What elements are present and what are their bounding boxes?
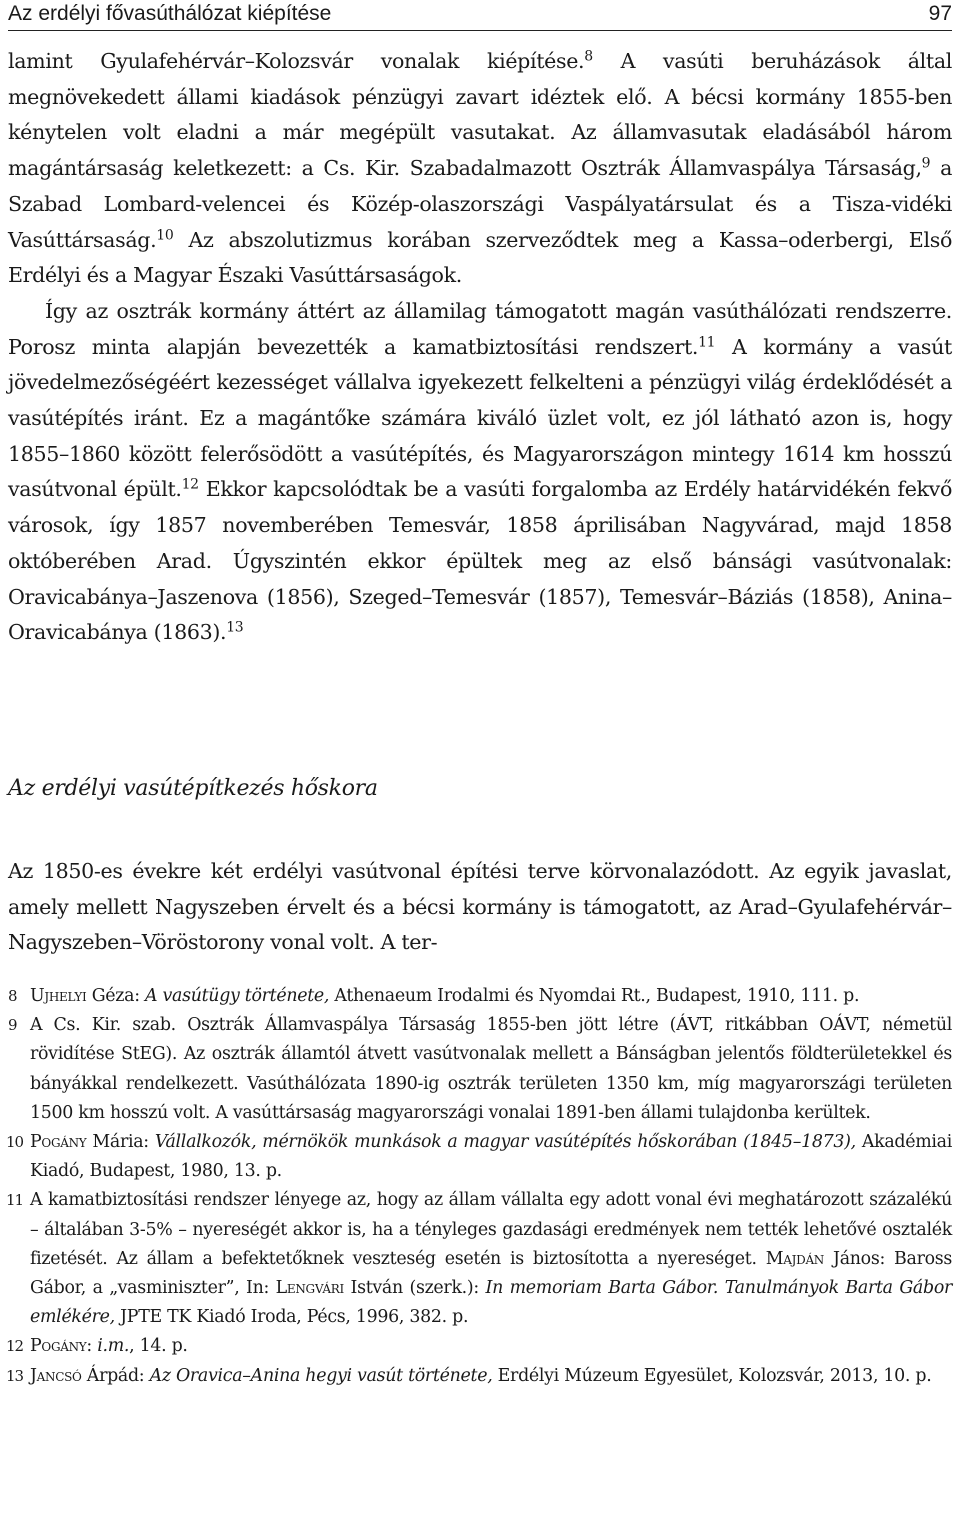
text-run: Az abszolutizmus korában szerveződtek meg a Kassa–oderbergi, Első Erdélyi és a Magyar Északi Vasúttársaságok. — [8, 227, 952, 288]
footnote-ref-8[interactable]: 8 — [584, 48, 593, 65]
text-run: Akadémiai Kiadó, Budapest, 1980, 13. p. — [30, 1132, 952, 1182]
author-name: Pogány — [30, 1336, 87, 1357]
footnote-ref-12[interactable]: 12 — [181, 476, 199, 493]
text-run: Athenaeum Irodalmi és Nyomdai Rt., Budapest, 1910, 111. p. — [329, 986, 860, 1006]
text-run: JPTE TK Kiadó Iroda, Pécs, 1996, 382. p. — [114, 1307, 469, 1328]
work-title: A vasútügy története, — [145, 986, 330, 1006]
footnote-ref-13[interactable]: 13 — [226, 619, 244, 636]
work-title: Vállalkozók, mérnökök munkások a magyar vasútépítés hőskorában (1845–1873), — [154, 1132, 856, 1153]
work-title: In memoriam Barta Gábor. Tanulmányok Barta Gábor emlékére, — [30, 1278, 953, 1328]
editor-name: Lengvári — [275, 1278, 344, 1299]
author-name: Majdán — [765, 1248, 825, 1269]
paragraph-2 — [8, 294, 952, 651]
author-name: Pogány — [30, 1132, 87, 1153]
section-paragraph-1: Az 1850-es évekre két erdélyi vasútvonal építési terve körvonalazódott. Az egyik javaslat, amely mellett Nagyszeben érvelt és a bécsi kormány is támogatott, az Arad–Gyulafehérvár–Nagyszeben–Vöröstorony vonal volt. A ter- — [8, 859, 952, 955]
footnote-8 — [8, 982, 952, 1011]
main-text — [8, 44, 952, 651]
footnote-number: 9 — [8, 1016, 18, 1035]
footnote-12 — [8, 1332, 952, 1361]
footnote-11 — [8, 1186, 952, 1332]
text-run: István (szerk.): — [343, 1278, 486, 1299]
footnote-ref-10[interactable]: 10 — [156, 226, 174, 243]
text-run: A kamatbiztosítási rendszer lényege az, hogy az állam vállalta egy adott vonal évi meghatározott százalékú – általában 3-5% – nyereségét akkor is, ha a tényleges gazdasági eredmények nem tették lehetővé osztalék fizetését. Az állam a befektetőknek veszteség esetén is biztosította a nyereséget. — [30, 1190, 952, 1269]
text-run: lamint Gyulafehérvár–Kolozsvár vonalak kiépítése. — [8, 49, 585, 73]
paragraph-1 — [8, 44, 952, 294]
footnote-13 — [8, 1362, 952, 1391]
text-run: Ekkor kapcsolódtak be a vasúti forgalomba az Erdély határvidékén fekvő városok, így 1857 novemberében Temesvár, 1858 áprilisában Nagyvárad, majd 1858 októberében Arad. Úgyszintén ekkor épültek meg az első bánsági vasútvonalak: Oravicabánya–Jaszenova (1856), Szeged–Temesvár (1857), Temesvár–Báziás (1858), Anina–Oravicabánya (1863). — [8, 477, 952, 645]
text-run: Mária: — [86, 1132, 155, 1153]
running-header-title: Az erdélyi fővasúthálózat kiépítése — [8, 2, 332, 25]
footnote-number: 10 — [6, 1133, 24, 1152]
text-run: : — [86, 1336, 98, 1357]
text-run: Géza: — [86, 986, 145, 1006]
work-title: Az Oravica–Anina hegyi vasút története, — [149, 1365, 493, 1386]
text-run: A kormány a vasút jövedelmezőségéért kezességet vállalva igyekezett felkelteni a pénzügyi világ érdeklődését a vasútépítés iránt. Ez a magántőke számára kiváló üzlet volt, ez jól látható azon is, hogy 1855–1860 között felerősödött a vasútépítés, és Magyarországon mintegy 1614 km hosszú vasútvonal épült. — [8, 334, 952, 502]
running-header — [8, 0, 952, 31]
footnote-ref-11[interactable]: 11 — [698, 333, 716, 350]
author-name: Jancsó — [30, 1365, 82, 1386]
section-heading: Az erdélyi vasútépítkezés hőskora — [8, 776, 378, 801]
author-name: Ujhelyi — [30, 986, 87, 1006]
text-run: János: Baross Gábor, a „vasminiszter”, In: — [30, 1248, 953, 1299]
footnote-number: 12 — [6, 1337, 24, 1356]
text-run: , 14. p. — [129, 1336, 188, 1357]
text-run: A vasúti beruházások által megnövekedett állami kiadások pénzügyi zavart idéztek elő. A bécsi kormány 1855-ben kénytelen volt eladni a már megépült vasutakat. Az államvasutak eladásából három magántársaság keletkezett: a Cs. Kir. Szabadalmazott Osztrák Államvaspálya Társaság, — [8, 49, 952, 181]
footnote-number: 11 — [6, 1191, 24, 1210]
footnote-ref-9[interactable]: 9 — [921, 155, 931, 172]
footnote-number: 13 — [6, 1366, 24, 1385]
section-text — [8, 854, 952, 961]
page-number: 97 — [928, 2, 952, 25]
work-title: i.m. — [97, 1336, 130, 1357]
footnote-9 — [8, 1011, 952, 1128]
footnote-10 — [8, 1128, 952, 1186]
text-run: a Szabad Lombard-velencei és Közép-olaszországi Vaspályatársulat és a Tisza-vidéki Vasúttársaság. — [8, 156, 952, 252]
text-run: Így az osztrák kormány áttért az államilag támogatott magán vasúthálózati rendszerre. Porosz minta alapján bevezették a kamatbiztosítási rendszert. — [8, 298, 952, 359]
footnote-number: 8 — [8, 987, 18, 1005]
text-run: Erdélyi Múzeum Egyesület, Kolozsvár, 2013, 10. p. — [492, 1365, 932, 1386]
text-run: A Cs. Kir. szab. Osztrák Államvaspálya Társaság 1855-ben jött létre (ÁVT, ritkábban OÁVT, németül rövidítése StEG). Az osztrák államtól átvett vasútvonalak mellett a Bánságban jelentős földterületekkel és bányákkal rendelkezett. Vasúthálózata 1890-ig osztrák területen 1350 km, míg magyarországi területen 1500 km hosszú volt. A vasúttársaság magyarországi vonalai 1891-ben állami tulajdonba kerültek. — [30, 1015, 952, 1123]
text-run: Árpád: — [81, 1365, 150, 1386]
footnotes — [8, 982, 952, 1391]
